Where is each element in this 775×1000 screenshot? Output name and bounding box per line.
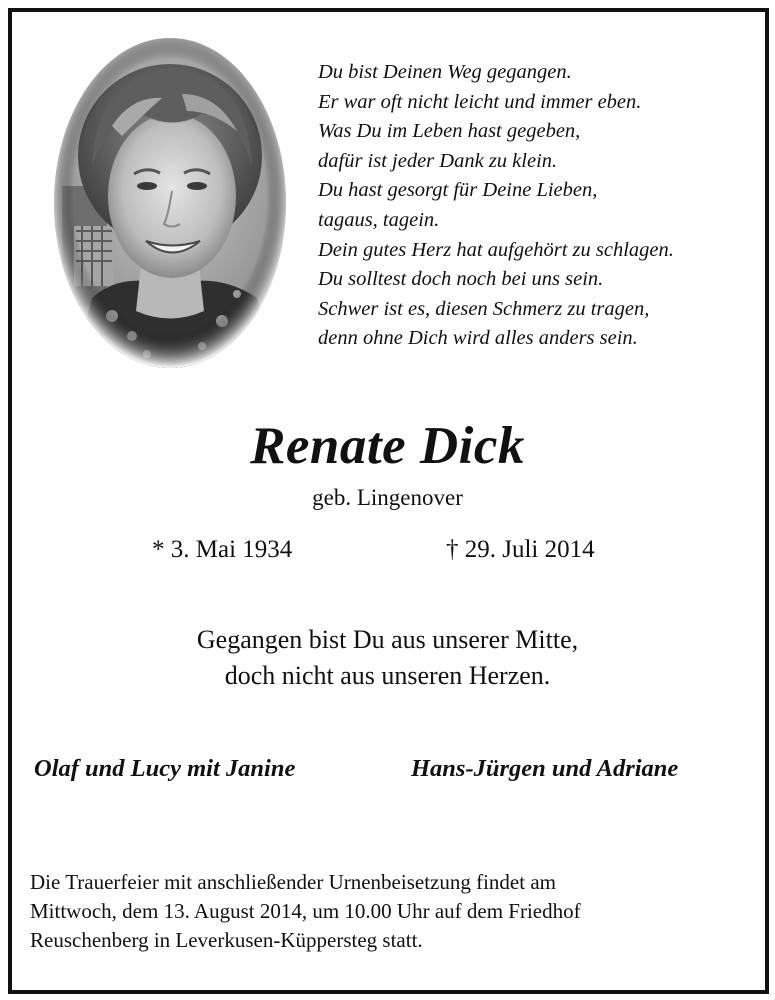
quote-line: Gegangen bist Du aus unserer Mitte, bbox=[196, 625, 579, 654]
poem-line: denn ohne Dich wird alles anders sein. bbox=[318, 327, 638, 350]
poem-line: Schwer ist es, diesen Schmerz zu tragen, bbox=[318, 297, 650, 320]
birth-date: * 3. Mai 1934 bbox=[152, 536, 293, 563]
poem-line: Du hast gesorgt für Deine Lieben, bbox=[318, 179, 598, 202]
memorial-quote bbox=[0, 622, 775, 694]
poem bbox=[318, 58, 748, 354]
poem-line: dafür ist jeder Dank zu klein. bbox=[318, 149, 558, 172]
notice-line: Mittwoch, dem 13. August 2014, um 10.00 Uhr auf dem Friedhof bbox=[30, 899, 581, 923]
quote-line: doch nicht aus unseren Herzen. bbox=[224, 661, 551, 690]
poem-line: Was Du im Leben hast gegeben, bbox=[318, 120, 581, 143]
poem-line: Du solltest doch noch bei uns sein. bbox=[318, 268, 604, 291]
family-mourners-left: Olaf und Lucy mit Janine bbox=[34, 755, 296, 782]
notice-line: Die Trauerfeier mit anschließender Urnenbeisetzung findet am bbox=[30, 870, 556, 894]
poem-line: Du bist Deinen Weg gegangen. bbox=[318, 61, 572, 83]
notice-line: Reuschenberg in Leverkusen-Küppersteg statt. bbox=[30, 928, 423, 952]
birth-name: geb. Lingenover bbox=[312, 485, 463, 510]
funeral-notice bbox=[30, 868, 730, 955]
deceased-name: Renate Dick bbox=[250, 417, 525, 475]
death-date: † 29. Juli 2014 bbox=[446, 536, 595, 563]
family-mourners-right: Hans-Jürgen und Adriane bbox=[411, 755, 679, 782]
poem-line: Er war oft nicht leicht und immer eben. bbox=[318, 90, 642, 113]
poem-line: tagaus, tagein. bbox=[318, 208, 440, 231]
poem-line: Dein gutes Herz hat aufgehört zu schlagen. bbox=[318, 238, 674, 261]
portrait-photo bbox=[52, 36, 288, 370]
